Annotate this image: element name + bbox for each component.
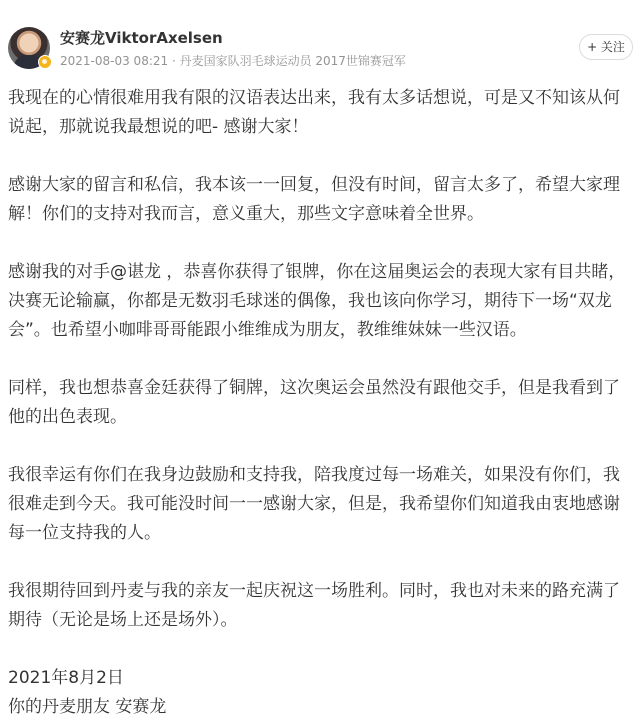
post-date: 2021年8月2日: [8, 668, 124, 688]
post-body: [8, 84, 634, 722]
signoff: 你的丹麦朋友 安赛龙: [8, 697, 167, 717]
paragraph: 感谢我的对手@谌龙 ，恭喜你获得了银牌，你在这届奥运会的表现大家有目共睹，决赛无论输赢，你都是无数羽毛球迷的偶像，我也该向你学习，期待下一场“双龙会”。也希望小咖啡哥哥能跟小维维成为朋友，教维维妹妹一些汉语。: [8, 262, 626, 340]
follow-button[interactable]: + 关注: [579, 34, 633, 60]
verified-badge-icon: [38, 55, 52, 69]
post-header: [0, 0, 640, 80]
paragraph: 我很幸运有你们在我身边鼓励和支持我，陪我度过每一场难关，如果没有你们，我很难走到今天。我可能没时间一一感谢大家，但是，我希望你们知道我由衷地感谢每一位支持我的人。: [8, 465, 620, 543]
post-meta: 2021-08-03 08:21 · 丹麦国家队羽毛球运动员 2017世锦赛冠军: [60, 54, 406, 68]
author-name[interactable]: 安赛龙ViktorAxelsen: [60, 29, 223, 47]
paragraph: 感谢大家的留言和私信，我本该一一回复，但没有时间，留言太多了，希望大家理解！你们的支持对我而言，意义重大，那些文字意味着全世界。: [8, 175, 620, 224]
paragraph: 同样，我也想恭喜金廷获得了铜牌，这次奥运会虽然没有跟他交手，但是我看到了他的出色表现。: [8, 378, 620, 427]
paragraph: 我现在的心情很难用我有限的汉语表达出来，我有太多话想说，可是又不知该从何说起，那就说我最想说的吧- 感谢大家！: [8, 88, 620, 137]
paragraph: 我很期待回到丹麦与我的亲友一起庆祝这一场胜利。同时，我也对未来的路充满了期待（无论是场上还是场外）。: [8, 581, 620, 630]
